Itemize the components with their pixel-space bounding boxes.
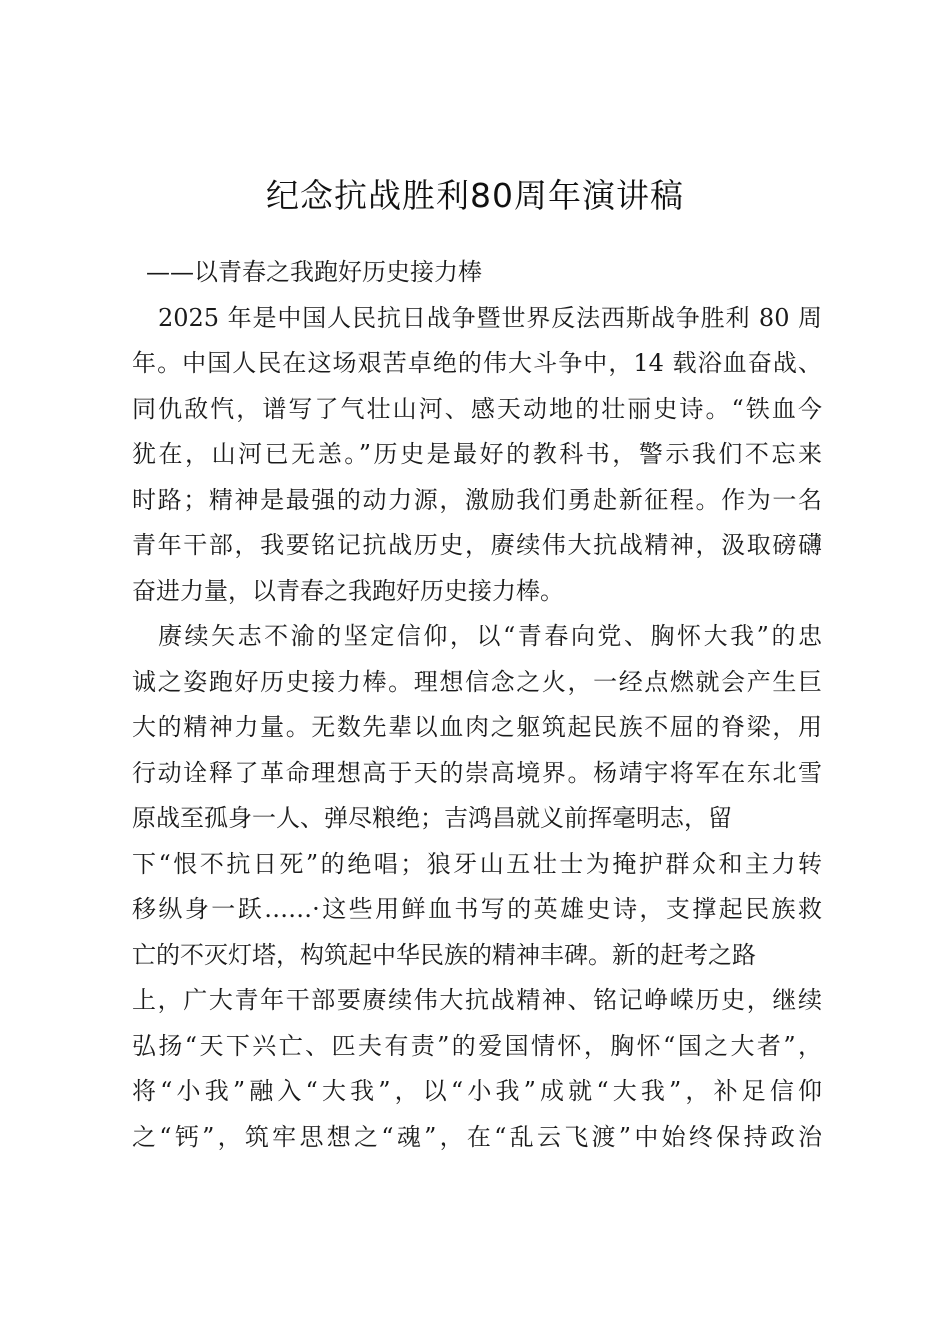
text-line: 之“钙”，筑牢思想之“魂”，在“乱云飞渡”中始终保持政治 <box>132 1122 822 1151</box>
text-line: 将“小我”融入“大我”，以“小我”成就“大我”，补足信仰 <box>132 1077 822 1105</box>
document-subtitle: ——以青春之我跑好历史接力棒 <box>146 258 482 286</box>
document-body <box>132 250 822 1160</box>
text-line: 同仇敌忾，谱写了气壮山河、感天动地的壮丽史诗。“铁血今 <box>132 394 822 423</box>
text-line: 奋进力量，以青春之我跑好历史接力棒。 <box>132 576 564 605</box>
text-line: 原战至孤身一人、弹尽粮绝；吉鸿昌就义前挥毫明志，留 <box>132 804 732 832</box>
text-line: 移纵身一跃……·这些用鲜血书写的英雄史诗，支撑起民族救 <box>132 895 822 923</box>
text-line: 2025 年是中国人民抗日战争暨世界反法西斯战争胜利 80 周 <box>158 303 822 332</box>
text-line: 诚之姿跑好历史接力棒。理想信念之火，一经点燃就会产生巨 <box>132 667 822 696</box>
paragraph-1 <box>132 296 822 615</box>
text-line: 上，广大青年干部要赓续伟大抗战精神、铭记峥嵘历史，继续 <box>132 986 822 1014</box>
text-line: 亡的不灭灯塔，构筑起中华民族的精神丰碑。新的赶考之路 <box>132 940 756 969</box>
text-line: 犹在，山河已无恙。”历史是最好的教科书，警示我们不忘来 <box>132 440 822 468</box>
document-title: 纪念抗战胜利80周年演讲稿 <box>266 176 684 215</box>
text-line: 年。中国人民在这场艰苦卓绝的伟大斗争中，14 载浴血奋战、 <box>132 349 822 377</box>
text-line: 弘扬“天下兴亡、匹夫有责”的爱国情怀，胸怀“国之大者”， <box>132 1031 822 1060</box>
text-line: 赓续矢志不渝的坚定信仰，以“青春向党、胸怀大我”的忠 <box>158 622 822 650</box>
text-line: 下“恨不抗日死”的绝唱；狼牙山五壮士为掩护群众和主力转 <box>132 849 822 878</box>
text-line: 青年干部，我要铭记抗战历史，赓续伟大抗战精神，汲取磅礴 <box>132 531 822 559</box>
paragraph-2 <box>132 614 822 1160</box>
text-line: 时路；精神是最强的动力源，激励我们勇赴新征程。作为一名 <box>132 485 822 514</box>
text-line: 行动诠释了革命理想高于天的崇高境界。杨靖宇将军在东北雪 <box>132 758 822 787</box>
text-line: 大的精神力量。无数先辈以血肉之躯筑起民族不屈的脊梁，用 <box>132 713 822 741</box>
